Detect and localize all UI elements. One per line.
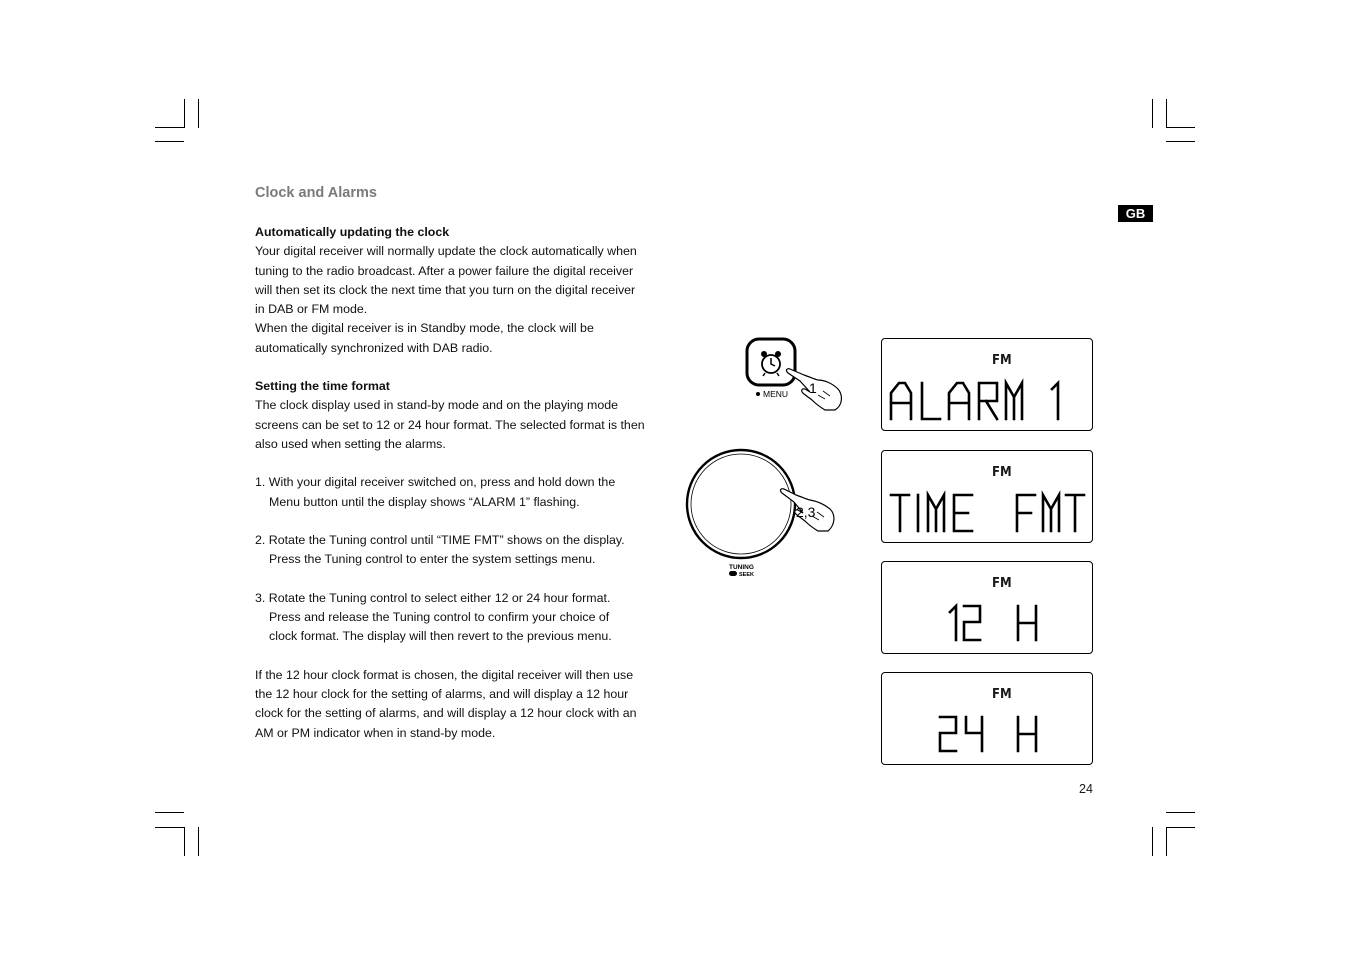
step-1: [255, 473, 665, 512]
lcd-segment-text: [882, 562, 1094, 655]
lcd-display-alarm: [881, 338, 1093, 431]
text-line: Press the Tuning control to enter the system settings menu.: [269, 552, 596, 567]
band-indicator: FM: [992, 353, 1012, 368]
step-3: [255, 589, 665, 647]
lcd-segment-text: [882, 451, 1094, 544]
menu-button: [747, 339, 795, 385]
text-line: AM or PM indicator when in stand-by mode.: [255, 725, 496, 740]
lcd-display-time-fmt: [881, 450, 1093, 543]
tuning-step-number: 2,3: [796, 504, 816, 520]
text-line: tuning to the radio broadcast. After a power failure the digital receiver: [255, 263, 634, 278]
seek-pill: [729, 571, 737, 576]
text-line: 2. Rotate the Tuning control until “TIME FMT” shows on the display.: [255, 533, 625, 547]
text-line: automatically synchronized with DAB radio.: [255, 340, 493, 355]
lcd-display-12h: [881, 561, 1093, 654]
instructions-column: [255, 223, 665, 743]
closing-paragraph: [255, 666, 665, 743]
tuning-knob-illustration: [684, 447, 844, 582]
text-line: The clock display used in stand-by mode and on the playing mode: [255, 398, 618, 413]
text-line: Press and release the Tuning control to confirm your choice of: [269, 610, 610, 624]
menu-dot: [756, 392, 760, 396]
page-number: 24: [1079, 782, 1093, 796]
band-indicator: FM: [992, 576, 1012, 591]
menu-button-illustration: [740, 333, 850, 415]
tuning-knob: [687, 450, 795, 558]
text-line: will then set its clock the next time that you turn on the digital receiver: [255, 282, 636, 297]
text-line: 3. Rotate the Tuning control to select either 12 or 24 hour format.: [255, 590, 611, 605]
lcd-segment-text: [882, 339, 1094, 432]
band-indicator: FM: [992, 465, 1012, 480]
band-indicator: FM: [992, 687, 1012, 702]
text-line: the 12 hour clock for the setting of alarms, and will display a 12 hour: [255, 687, 629, 701]
menu-step-number: 1: [809, 380, 817, 396]
tuning-label: TUNING: [729, 564, 754, 571]
auto-update-paragraph-2: [255, 319, 665, 358]
text-line: If the 12 hour clock format is chosen, the digital receiver will then use: [255, 667, 634, 682]
menu-label: MENU: [763, 389, 789, 399]
text-line: When the digital receiver is in Standby mode, the clock will be: [255, 321, 594, 336]
step-2: [255, 531, 665, 570]
lcd-display-24h: [881, 672, 1093, 765]
text-line: clock format. The display will then revert to the previous menu.: [269, 629, 612, 644]
text-line: Your digital receiver will normally update the clock automatically when: [255, 244, 637, 259]
time-format-heading: Setting the time format: [255, 379, 390, 393]
text-line: in DAB or FM mode.: [255, 302, 368, 316]
text-line: 1. With your digital receiver switched on, press and hold down the: [255, 475, 616, 490]
lcd-segment-text: [882, 673, 1094, 766]
seek-label: SEEK: [739, 572, 754, 578]
section-title: Clock and Alarms: [255, 185, 377, 201]
text-line: clock for the setting of alarms, and will display a 12 hour clock with an: [255, 706, 637, 721]
language-badge: GB: [1118, 205, 1153, 222]
text-line: Menu button until the display shows “ALARM 1” flashing.: [269, 494, 580, 509]
auto-update-paragraph-1: [255, 242, 665, 319]
time-format-intro: [255, 396, 665, 454]
text-line: screens can be set to 12 or 24 hour format. The selected format is then: [255, 417, 645, 432]
auto-update-heading: Automatically updating the clock: [255, 225, 450, 239]
text-line: also used when setting the alarms.: [255, 436, 446, 451]
